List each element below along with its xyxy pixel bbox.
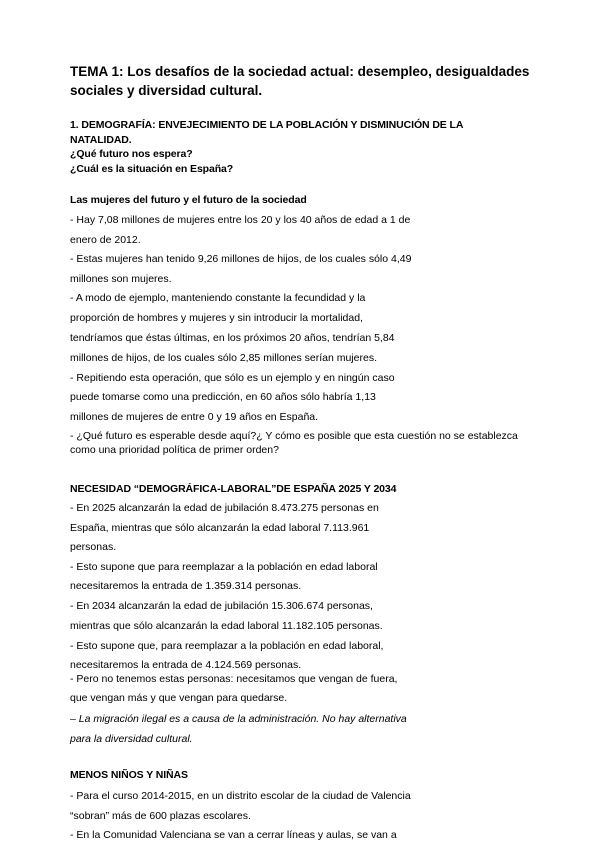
section-1-line: tendríamos que éstas últimas, en los próximos 20 años, tendrían 5,84 [70, 332, 395, 344]
section-1-heading-line-1: 1. DEMOGRAFÍA: ENVEJECIMIENTO DE LA POBLACIÓN Y DISMINUCIÓN DE LA [70, 119, 464, 131]
document-title-line-2: sociales y diversidad cultural. [70, 83, 263, 98]
section-2-line: - En 2025 alcanzarán la edad de jubilación 8.473.275 personas en [70, 502, 379, 514]
section-2-line: - Esto supone que, para reemplazar a la población en edad laboral, [70, 640, 384, 652]
document-title-line-1: TEMA 1: Los desafíos de la sociedad actual: desempleo, desigualdades [70, 64, 530, 79]
section-1-heading-line-2: NATALIDAD. [70, 134, 132, 146]
section-3-heading: MENOS NIÑOS Y NIÑAS [70, 769, 188, 781]
section-2-line: - En 2034 alcanzarán la edad de jubilación 15.306.674 personas, [70, 600, 373, 612]
section-1-line: - Repitiendo esta operación, que sólo es un ejemplo y en ningún caso [70, 372, 395, 384]
section-1-line: como una prioridad política de primer orden? [70, 444, 279, 456]
section-1-line: millones son mujeres. [70, 273, 172, 285]
section-2-line: - Pero no tenemos estas personas: necesitamos que vengan de fuera, [70, 673, 398, 685]
section-2-line: personas. [70, 541, 117, 553]
section-2-line: mientras que sólo alcanzarán la edad laboral 11.182.105 personas. [70, 620, 383, 632]
section-2-italic-note-line-1: – La migración ilegal es a causa de la administración. No hay alternativa [70, 713, 407, 725]
section-3-line: - En la Comunidad Valenciana se van a cerrar líneas y aulas, se van a [70, 829, 397, 841]
section-1-question-2: ¿Cuál es la situación en España? [70, 163, 234, 175]
section-1-question-1: ¿Qué futuro nos espera? [70, 148, 193, 160]
section-1-line: enero de 2012. [70, 234, 141, 246]
section-2-line: que vengan más y que vengan para quedarse. [70, 692, 288, 704]
section-2-line: necesitaremos la entrada de 1.359.314 personas. [70, 580, 302, 592]
section-1-line: - ¿Qué futuro es esperable desde aquí?¿ Y cómo es posible que esta cuestión no se establezca [70, 430, 518, 442]
section-1-subheading: Las mujeres del futuro y el futuro de la sociedad [70, 194, 307, 206]
section-1-line: millones de hijos, de los cuales sólo 2,85 millones serían mujeres. [70, 352, 377, 364]
section-1-line: - Estas mujeres han tenido 9,26 millones de hijos, de los cuales sólo 4,49 [70, 253, 412, 265]
section-1-line: puede tomarse como una predicción, en 60 años sólo habría 1,13 [70, 391, 376, 403]
section-1-line: - Hay 7,08 millones de mujeres entre los 20 y los 40 años de edad a 1 de [70, 214, 411, 226]
section-2-heading: NECESIDAD “DEMOGRÁFICA-LABORAL”DE ESPAÑA 2025 Y 2034 [70, 483, 397, 495]
section-3-line: - Para el curso 2014-2015, en un distrito escolar de la ciudad de Valencia [70, 790, 411, 802]
section-2-line: - Esto supone que para reemplazar a la población en edad laboral [70, 561, 378, 573]
section-2-italic-note-line-2: para la diversidad cultural. [70, 733, 193, 745]
section-2-line: necesitaremos la entrada de 4.124.569 personas. [70, 659, 302, 671]
section-1-line: proporción de hombres y mujeres y sin introducir la mortalidad, [70, 312, 363, 324]
section-3-line: “sobran” más de 600 plazas escolares. [70, 810, 251, 822]
section-1-line: - A modo de ejemplo, manteniendo constante la fecundidad y la [70, 292, 366, 304]
section-1-line: millones de mujeres de entre 0 y 19 años en España. [70, 411, 319, 423]
section-2-line: España, mientras que sólo alcanzarán la edad laboral 7.113.961 [70, 522, 370, 534]
